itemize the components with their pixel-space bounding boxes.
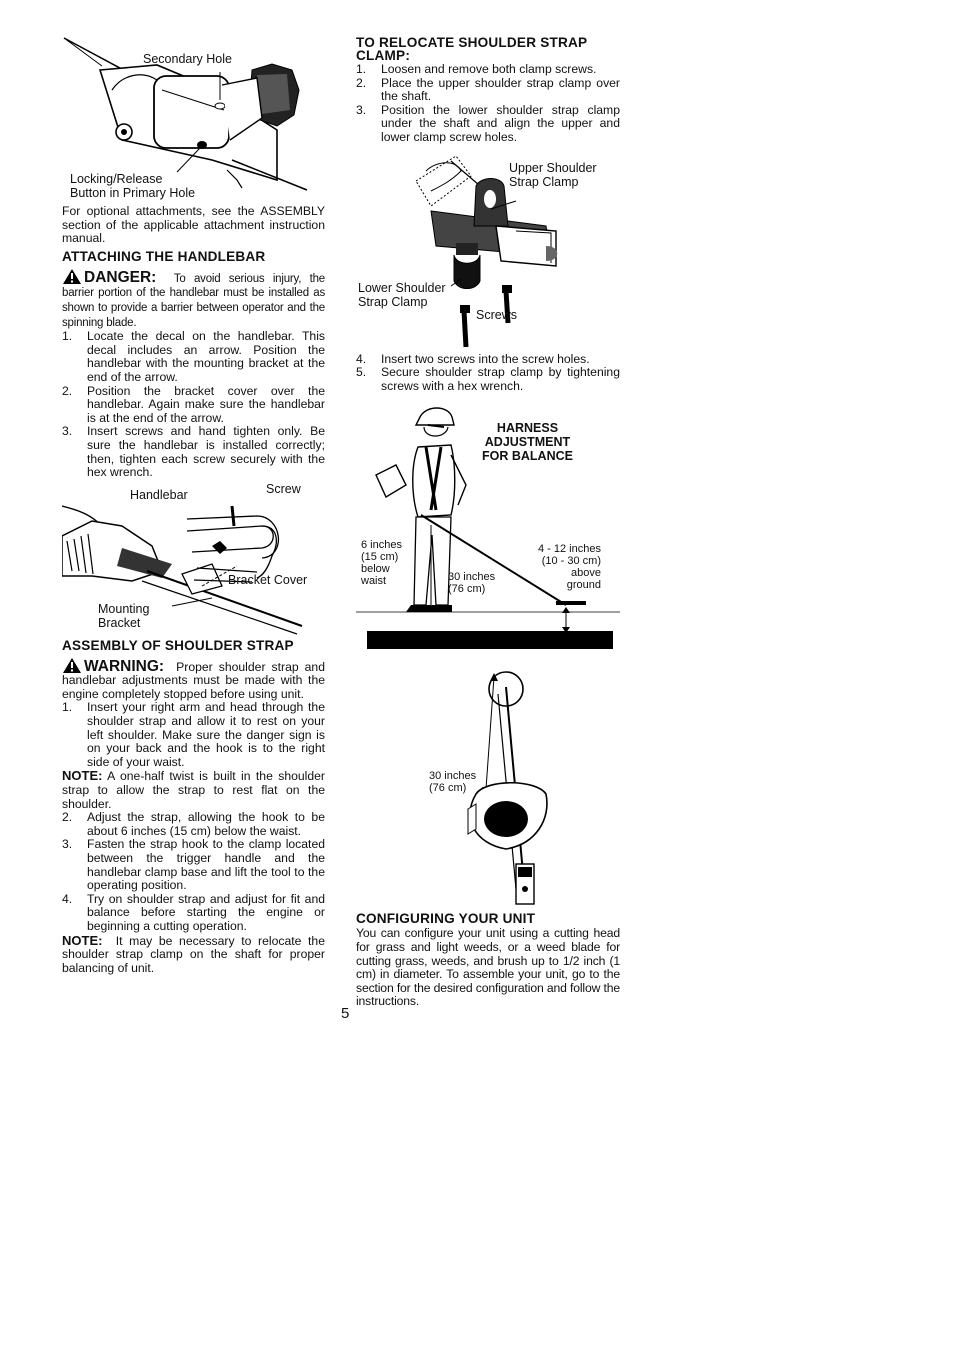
relocate-steps [356,63,620,145]
relocate-heading: TO RELOCATE SHOULDER STRAP CLAMP: [356,35,588,63]
handlebar-figure [62,481,325,636]
handlebar-heading: ATTACHING THE HANDLEBAR [62,248,266,264]
screw-label: Screw [266,481,301,496]
note-relocate-clamp: NOTE: It may be necessary to relocate the shoulder strap clamp on the shaft for proper balancing of unit. [62,932,325,975]
warning-label: WARNING: [84,657,165,675]
ground-bar [367,631,613,649]
shaft-hole-figure [62,30,325,202]
list-item: 3. Fasten the strap hook to the clamp located between the trigger handle and the handlebar clamp base and lift the tool to the operating position. [62,837,325,893]
screws-label: Screws [476,307,517,322]
top-view-figure [356,669,620,909]
note-one-half-twist: NOTE: A one-half twist is built in the shoulder strap to allow the strap to rest flat on the shoulder. [62,768,325,811]
above-ground-label: 4 - 12 inches (10 - 30 cm) above ground [538,543,601,592]
danger-label: DANGER: [84,268,157,286]
list-item: 1. Loosen and remove both clamp screws. [356,62,597,76]
clamp-figure [356,151,620,353]
harness-figure [356,405,620,655]
harness-title: HARNESS ADJUSTMENT FOR BALANCE [482,421,573,464]
list-item: 5. Secure shoulder strap clamp by tightening screws with a hex wrench. [356,365,620,393]
danger-text: To avoid serious injury, the barrier portion of the handlebar must be installed as shown to provide a barrier between operator and the spinning blade. [62,272,325,329]
strap-steps-b [62,811,325,933]
relocate-steps-2 [356,353,620,394]
danger-notice [62,268,325,330]
trimmer-top-view-illustration [356,669,620,909]
handlebar-label: Handlebar [130,487,188,502]
list-item: 2. Adjust the strap, allowing the hook to be about 6 inches (15 cm) below the waist. [62,810,325,838]
list-item: 3. Insert screws and hand tighten only. Be sure the handlebar is installed correctly; then, tighten each screw securely with the hex wrench. [62,424,325,480]
warning-text: Proper shoulder strap and handlebar adjustments must be made with the engine completely stopped before using unit. [62,659,325,701]
right-column [356,30,620,1009]
handlebar-steps [62,330,325,480]
config-heading: CONFIGURING YOUR UNIT [356,911,536,927]
config-text: You can configure your unit using a cutting head for grass and light weeds, or a weed blade for cutting grass, weeds, and brush up to 1/2 inch (1 cm) in diameter. To assemble your unit, go to the section for the desired configuration and follow the instructions. [356,926,620,1009]
left-column [62,30,325,975]
page-number: 5 [341,1005,350,1022]
below-waist-label: 6 inches (15 cm) below waist [361,539,402,588]
bracket-cover-label: Bracket Cover [228,572,308,587]
optional-attachments-text: For optional attachments, see the ASSEMBLY section of the applicable attachment instruction manual. [62,204,325,246]
top-view-length-label: 30 inches (76 cm) [429,770,477,795]
list-item: 4. Insert two screws into the screw holes. [356,351,590,366]
list-item: 2. Place the upper shoulder strap clamp over the shaft. [356,75,620,104]
upper-clamp-label: Upper Shoulder Strap Clamp [509,160,597,189]
length-label: 30 inches (76 cm) [448,571,496,596]
secondary-hole-label: Secondary Hole [143,52,232,66]
list-item: 4. Try on shoulder strap and adjust for fit and balance before starting the engine or beginning a cutting operation. [62,891,325,933]
strap-heading: ASSEMBLY OF SHOULDER STRAP [62,637,294,653]
warning-triangle-icon [62,657,82,674]
list-item: 1. Insert your right arm and head through the shoulder strap and allow it to rest on your left shoulder. Make sure the danger sign is on your back and the hook is to the right side of your waist. [62,700,325,769]
list-item: 2. Position the bracket cover over the handlebar. Again make sure the handlebar is at the end of the arrow. [62,383,325,425]
lower-clamp-label: Lower Shoulder Strap Clamp [358,280,446,309]
locking-button-label: Locking/Release Button in Primary Hole [70,172,196,200]
warning-notice [62,657,325,702]
list-item: 1. Locate the decal on the handlebar. This decal includes an arrow. Position the handlebar with the mounting bracket at the end of the arrow. [62,329,325,384]
mounting-bracket-label: Mounting Bracket [98,601,150,630]
strap-steps-a [62,701,325,769]
list-item: 3. Position the lower shoulder strap clamp under the shaft and align the upper and lower clamp screw holes. [356,102,620,144]
warning-triangle-icon [62,268,82,285]
